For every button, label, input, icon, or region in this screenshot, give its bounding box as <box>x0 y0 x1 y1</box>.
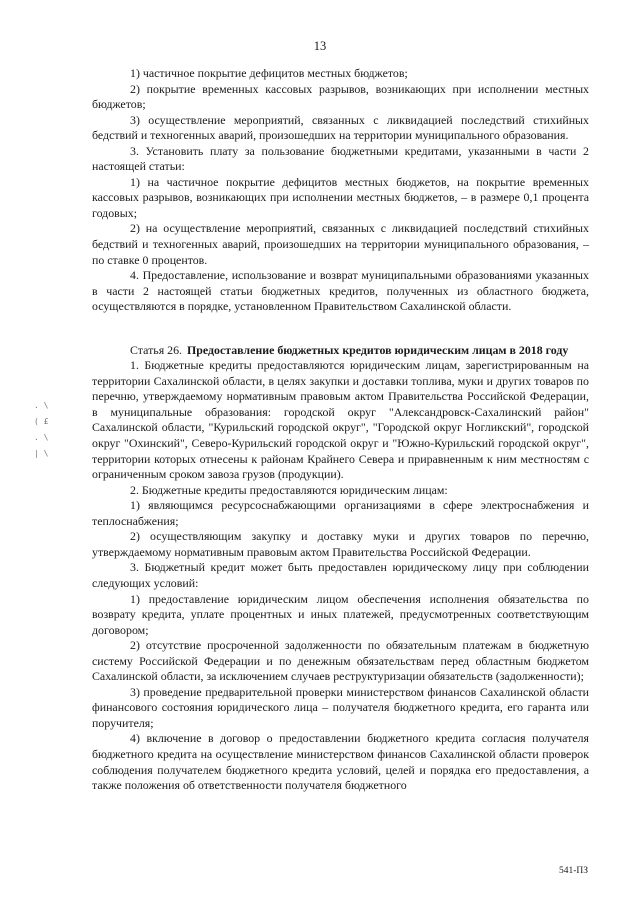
paragraph: 3) осуществление мероприятий, связанных с ликвидацией последствий стихийных бедствий и техногенных аварий, произошедших на территории муниципального образования. <box>92 112 589 143</box>
paragraph: 2) на осуществление мероприятий, связанных с ликвидацией последствий стихийных бедствий и техногенных аварий, произошедших на территории муниципального образования, – по ставке 0 процентов. <box>92 221 589 267</box>
page-number: 13 <box>313 39 327 53</box>
paragraph: 3) проведение предварительной проверки министерством финансов Сахалинской области финансового состояния юридического лица – получателя бюджетного кредита, его гаранта или поручителя; <box>92 684 589 730</box>
margin-mark: ( £ <box>34 417 49 426</box>
paragraph: 2) покрытие временных кассовых разрывов, возникающих при исполнении местных бюджетов; <box>92 81 589 112</box>
margin-mark: . \ <box>34 433 49 442</box>
paragraph: 1) частичное покрытие дефицитов местных бюджетов; <box>130 66 408 80</box>
paragraph: 1) предоставление юридическим лицом обеспечения исполнения обязательства по возврату кредита, уплате процентных и иных платежей, предусмотренных соответствующим договором; <box>92 591 589 637</box>
margin-marks <box>34 398 48 462</box>
paragraph: 3. Бюджетный кредит может быть предоставлен юридическому лицу при соблюдении следующих условий: <box>92 560 589 590</box>
paragraph: 2) отсутствие просроченной задолженности по обязательным платежам в бюджетную систему Российской Федерации и по денежным обязательствам перед областным бюджетом Сахалинской области, за исключением случаев реструктуризации обязательств (задолженности); <box>92 638 589 684</box>
paragraph: 4) включение в договор о предоставлении бюджетного кредита согласия получателя бюджетного кредита на осуществление министерством финансов Сахалинской области проверок соблюдения получателем бюджетного кредита условий, целей и порядка его предоставления, а также положения об ответственности получателя бюджетного <box>92 731 589 793</box>
document-body <box>92 66 589 794</box>
paragraph: 4. Предоставление, использование и возврат муниципальными образованиями указанных в части 2 настоящей статьи бюджетных кредитов, полученных из областного бюджета, осуществляются в порядке, установленном Правительством Сахалинской области. <box>92 268 589 314</box>
paragraph: 2) осуществляющим закупку и доставку муки и других товаров по перечню, утверждаемому нормативным правовым актом Правительства Российской Федерации. <box>92 529 589 559</box>
article-label: Статья 26. <box>130 342 183 357</box>
article-heading <box>92 343 589 359</box>
paragraph: 1) являющимся ресурсоснабжающими организациями в сфере электроснабжения и теплоснабжения; <box>92 498 589 528</box>
paragraph: 1. Бюджетные кредиты предоставляются юридическим лицам, зарегистрированным на территории Сахалинской области, в целях закупки и доставки топлива, муки и других товаров по перечню, утверждаемому нормативным правовым актом Правительства Российской Федерации, в муниципальные образования: городской округ "Александровск-Сахалинский район" Сахалинской области, "Курильский городской округ", "Городской округ Ногликский", городской округ "Охинский", Северо-Курильский городской округ и "Южно-Курильский городской округ", территории которых отнесены к районам Крайнего Севера и приравненным к ним местностям с ограниченным сроком завоза грузов (продукции). <box>92 358 589 482</box>
document-code: 541-ПЗ <box>558 866 588 876</box>
paragraph: 3. Установить плату за пользование бюджетными кредитами, указанными в части 2 настоящей статьи: <box>92 143 589 174</box>
article-title: Предоставление бюджетных кредитов юридическим лицам в 2018 году <box>187 342 569 357</box>
paragraph: 2. Бюджетные кредиты предоставляются юридическим лицам: <box>130 482 448 497</box>
margin-mark: . \ <box>34 401 49 410</box>
margin-mark: | \ <box>34 449 49 458</box>
paragraph: 1) на частичное покрытие дефицитов местных бюджетов, на покрытие временных кассовых разрывов, возникающих при исполнении местных бюджетов, – в размере 0,1 процента годовых; <box>92 174 589 220</box>
